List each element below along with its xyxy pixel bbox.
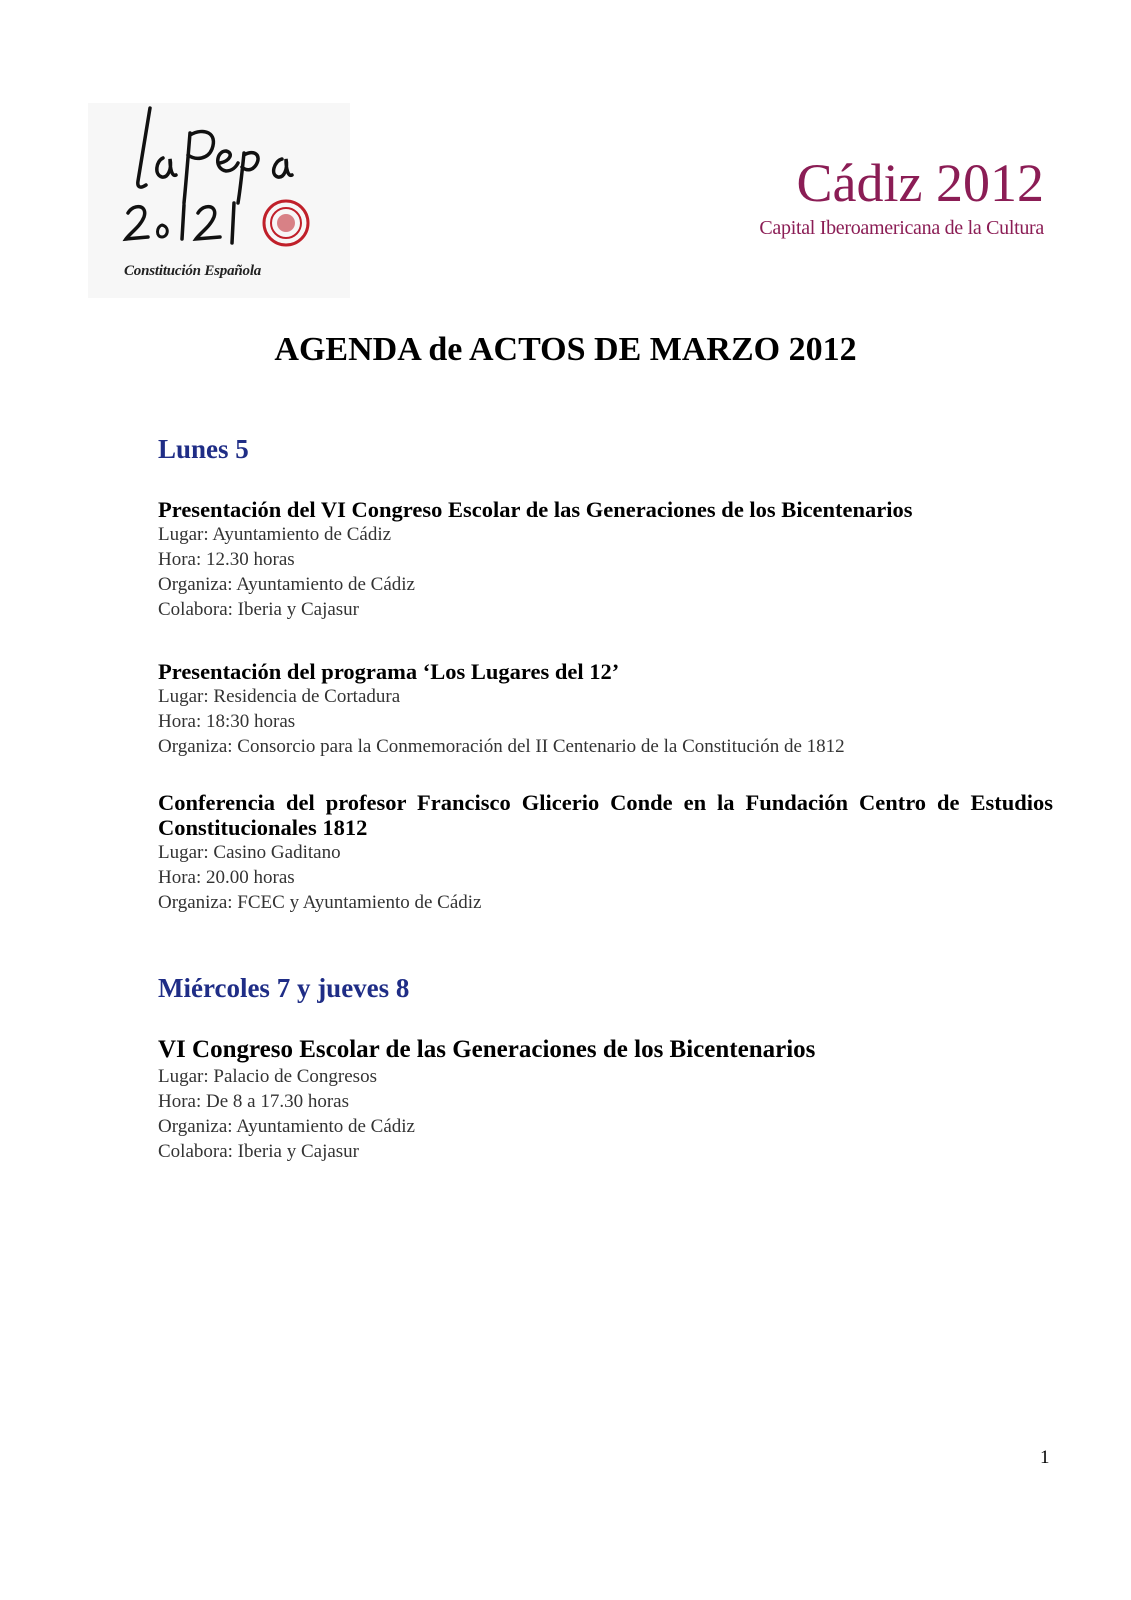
event-entry <box>158 497 1053 622</box>
day-heading: Miércoles 7 y jueves 8 <box>158 973 410 1003</box>
day-section <box>158 436 1053 915</box>
event-organizer: Organiza: Ayuntamiento de Cádiz <box>158 1116 415 1137</box>
event-place: Lugar: Ayuntamiento de Cádiz <box>158 524 392 545</box>
event-entry <box>158 659 1053 759</box>
event-place: Lugar: Residencia de Cortadura <box>158 686 401 707</box>
cadiz-2012-logo <box>722 150 1062 250</box>
event-entry <box>158 1036 1053 1164</box>
event-time: Hora: De 8 a 17.30 horas <box>158 1091 350 1112</box>
cadiz-logo-subtitle: Capital Iberoamericana de la Cultura <box>759 217 1044 239</box>
event-title: Presentación del programa ‘Los Lugares del 12’ <box>158 659 620 684</box>
event-organizer: Organiza: Ayuntamiento de Cádiz <box>158 574 415 595</box>
event-title: Presentación del VI Congreso Escolar de las Generaciones de los Bicentenarios <box>158 497 913 522</box>
event-time: Hora: 12.30 horas <box>158 549 295 570</box>
event-title: Conferencia del profesor Francisco Glicerio Conde en la Fundación Centro de Estudios Constitucionales 1812 <box>158 790 1053 840</box>
event-place: Lugar: Casino Gaditano <box>158 842 341 863</box>
event-organizer: Organiza: Consorcio para la Conmemoración del II Centenario de la Constitución de 1812 <box>158 736 845 757</box>
event-time: Hora: 18:30 horas <box>158 711 296 732</box>
agenda-content <box>158 436 1053 1164</box>
event-place: Lugar: Palacio de Congresos <box>158 1066 377 1087</box>
page-number: 1 <box>1040 1447 1050 1468</box>
cadiz-logo-title: Cádiz 2012 <box>796 153 1044 213</box>
event-title: VI Congreso Escolar de las Generaciones de los Bicentenarios <box>158 1036 816 1063</box>
event-collaborator: Colabora: Iberia y Cajasur <box>158 599 360 620</box>
day-heading: Lunes 5 <box>158 434 249 464</box>
la-pepa-logo <box>88 103 350 298</box>
event-collaborator: Colabora: Iberia y Cajasur <box>158 1141 360 1162</box>
document-title: AGENDA de ACTOS DE MARZO 2012 <box>274 331 857 368</box>
day-section <box>158 975 1053 1164</box>
event-entry <box>158 790 1053 915</box>
event-organizer: Organiza: FCEC y Ayuntamiento de Cádiz <box>158 892 482 913</box>
event-time: Hora: 20.00 horas <box>158 867 295 888</box>
logo-caption: Constitución Española <box>124 263 262 279</box>
